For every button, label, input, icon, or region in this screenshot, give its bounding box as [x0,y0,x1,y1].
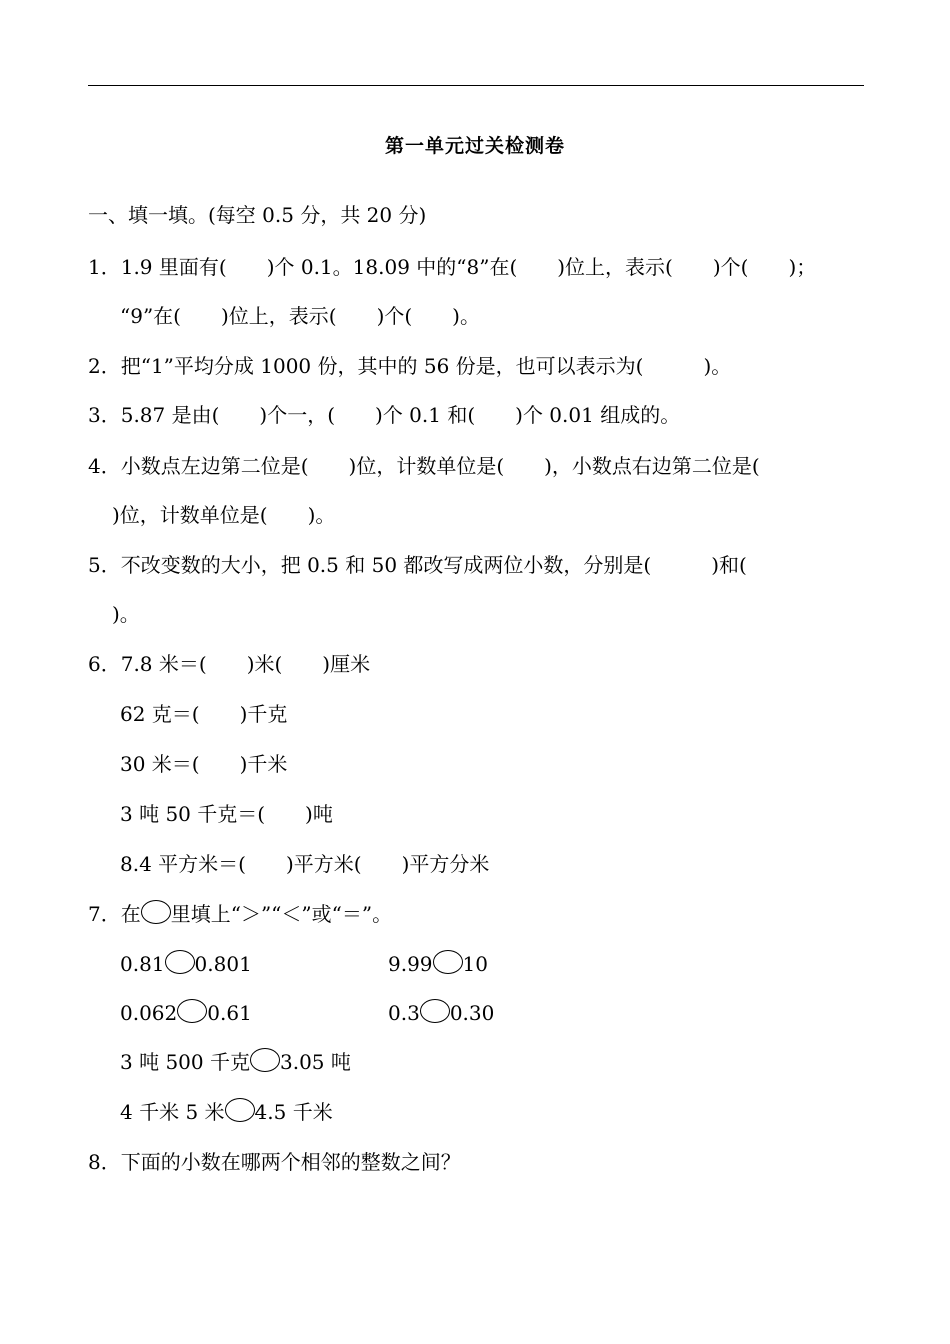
question-6-line-3: 30 米＝( )千米 [120,752,288,776]
answer-circle[interactable] [165,950,195,974]
compare-item-1 [120,950,252,977]
question-7-prefix: 7．在 [88,902,141,926]
page-title: 第一单元过关检测卷 [384,135,565,157]
compare-right: 10 [462,952,488,976]
compare-left: 0.81 [120,952,165,976]
question-8: 8．下面的小数在哪两个相邻的整数之间？ [88,1150,461,1174]
question-7-prompt [88,900,392,927]
question-4-line-1: 4．小数点左边第二位是( )位，计数单位是( )，小数点右边第二位是( [88,454,760,478]
blank-circle [141,900,171,924]
answer-circle[interactable] [420,999,450,1023]
question-1-line-1: 1．1.9 里面有( )个 0.1。18.09 中的“8”在( )位上，表示( )个( )； [88,255,817,279]
question-6-line-4: 3 吨 50 千克＝( )吨 [120,802,333,826]
compare-item-6 [120,1098,333,1125]
answer-circle[interactable] [250,1048,280,1072]
compare-right: 0.30 [449,1001,495,1025]
question-4-line-2: )位，计数单位是( )。 [112,503,336,527]
compare-left: 3 吨 500 千克 [120,1050,250,1074]
answer-circle[interactable] [433,950,463,974]
question-6-line-2: 62 克＝( )千克 [120,702,288,726]
question-1-line-2: “9”在( )位上，表示( )个( )。 [120,304,480,328]
compare-right: 0.801 [194,952,252,976]
compare-right: 3.05 吨 [279,1050,351,1074]
question-5-line-2: )。 [112,602,140,626]
compare-item-3 [120,999,252,1026]
compare-left: 0.3 [388,1001,420,1025]
question-7-suffix: 里填上“＞”“＜”或“＝”。 [170,902,393,926]
compare-left: 4 千米 5 米 [120,1100,225,1124]
question-6-line-5: 8.4 平方米＝( )平方米( )平方分米 [120,852,490,876]
compare-left: 0.062 [120,1001,178,1025]
compare-item-5 [120,1048,351,1075]
question-2: 2．把“1”平均分成 1000 份，其中的 56 份是，也可以表示为( )。 [88,354,732,378]
compare-item-4 [388,999,494,1026]
question-3: 3．5.87 是由( )个一，( )个 0.1 和( )个 0.01 组成的。 [88,403,681,427]
compare-right: 4.5 千米 [254,1100,333,1124]
compare-left: 9.99 [388,952,433,976]
question-6-line-1: 6．7.8 米＝( )米( )厘米 [88,652,371,676]
compare-right: 0.61 [207,1001,252,1025]
answer-circle[interactable] [177,999,207,1023]
section-heading: 一、填一填。(每空 0.5 分，共 20 分) [88,203,427,227]
header-rule [88,85,864,86]
compare-item-2 [388,950,488,977]
answer-circle[interactable] [225,1098,255,1122]
question-5-line-1: 5．不改变数的大小，把 0.5 和 50 都改写成两位小数，分别是( )和( [88,553,747,577]
